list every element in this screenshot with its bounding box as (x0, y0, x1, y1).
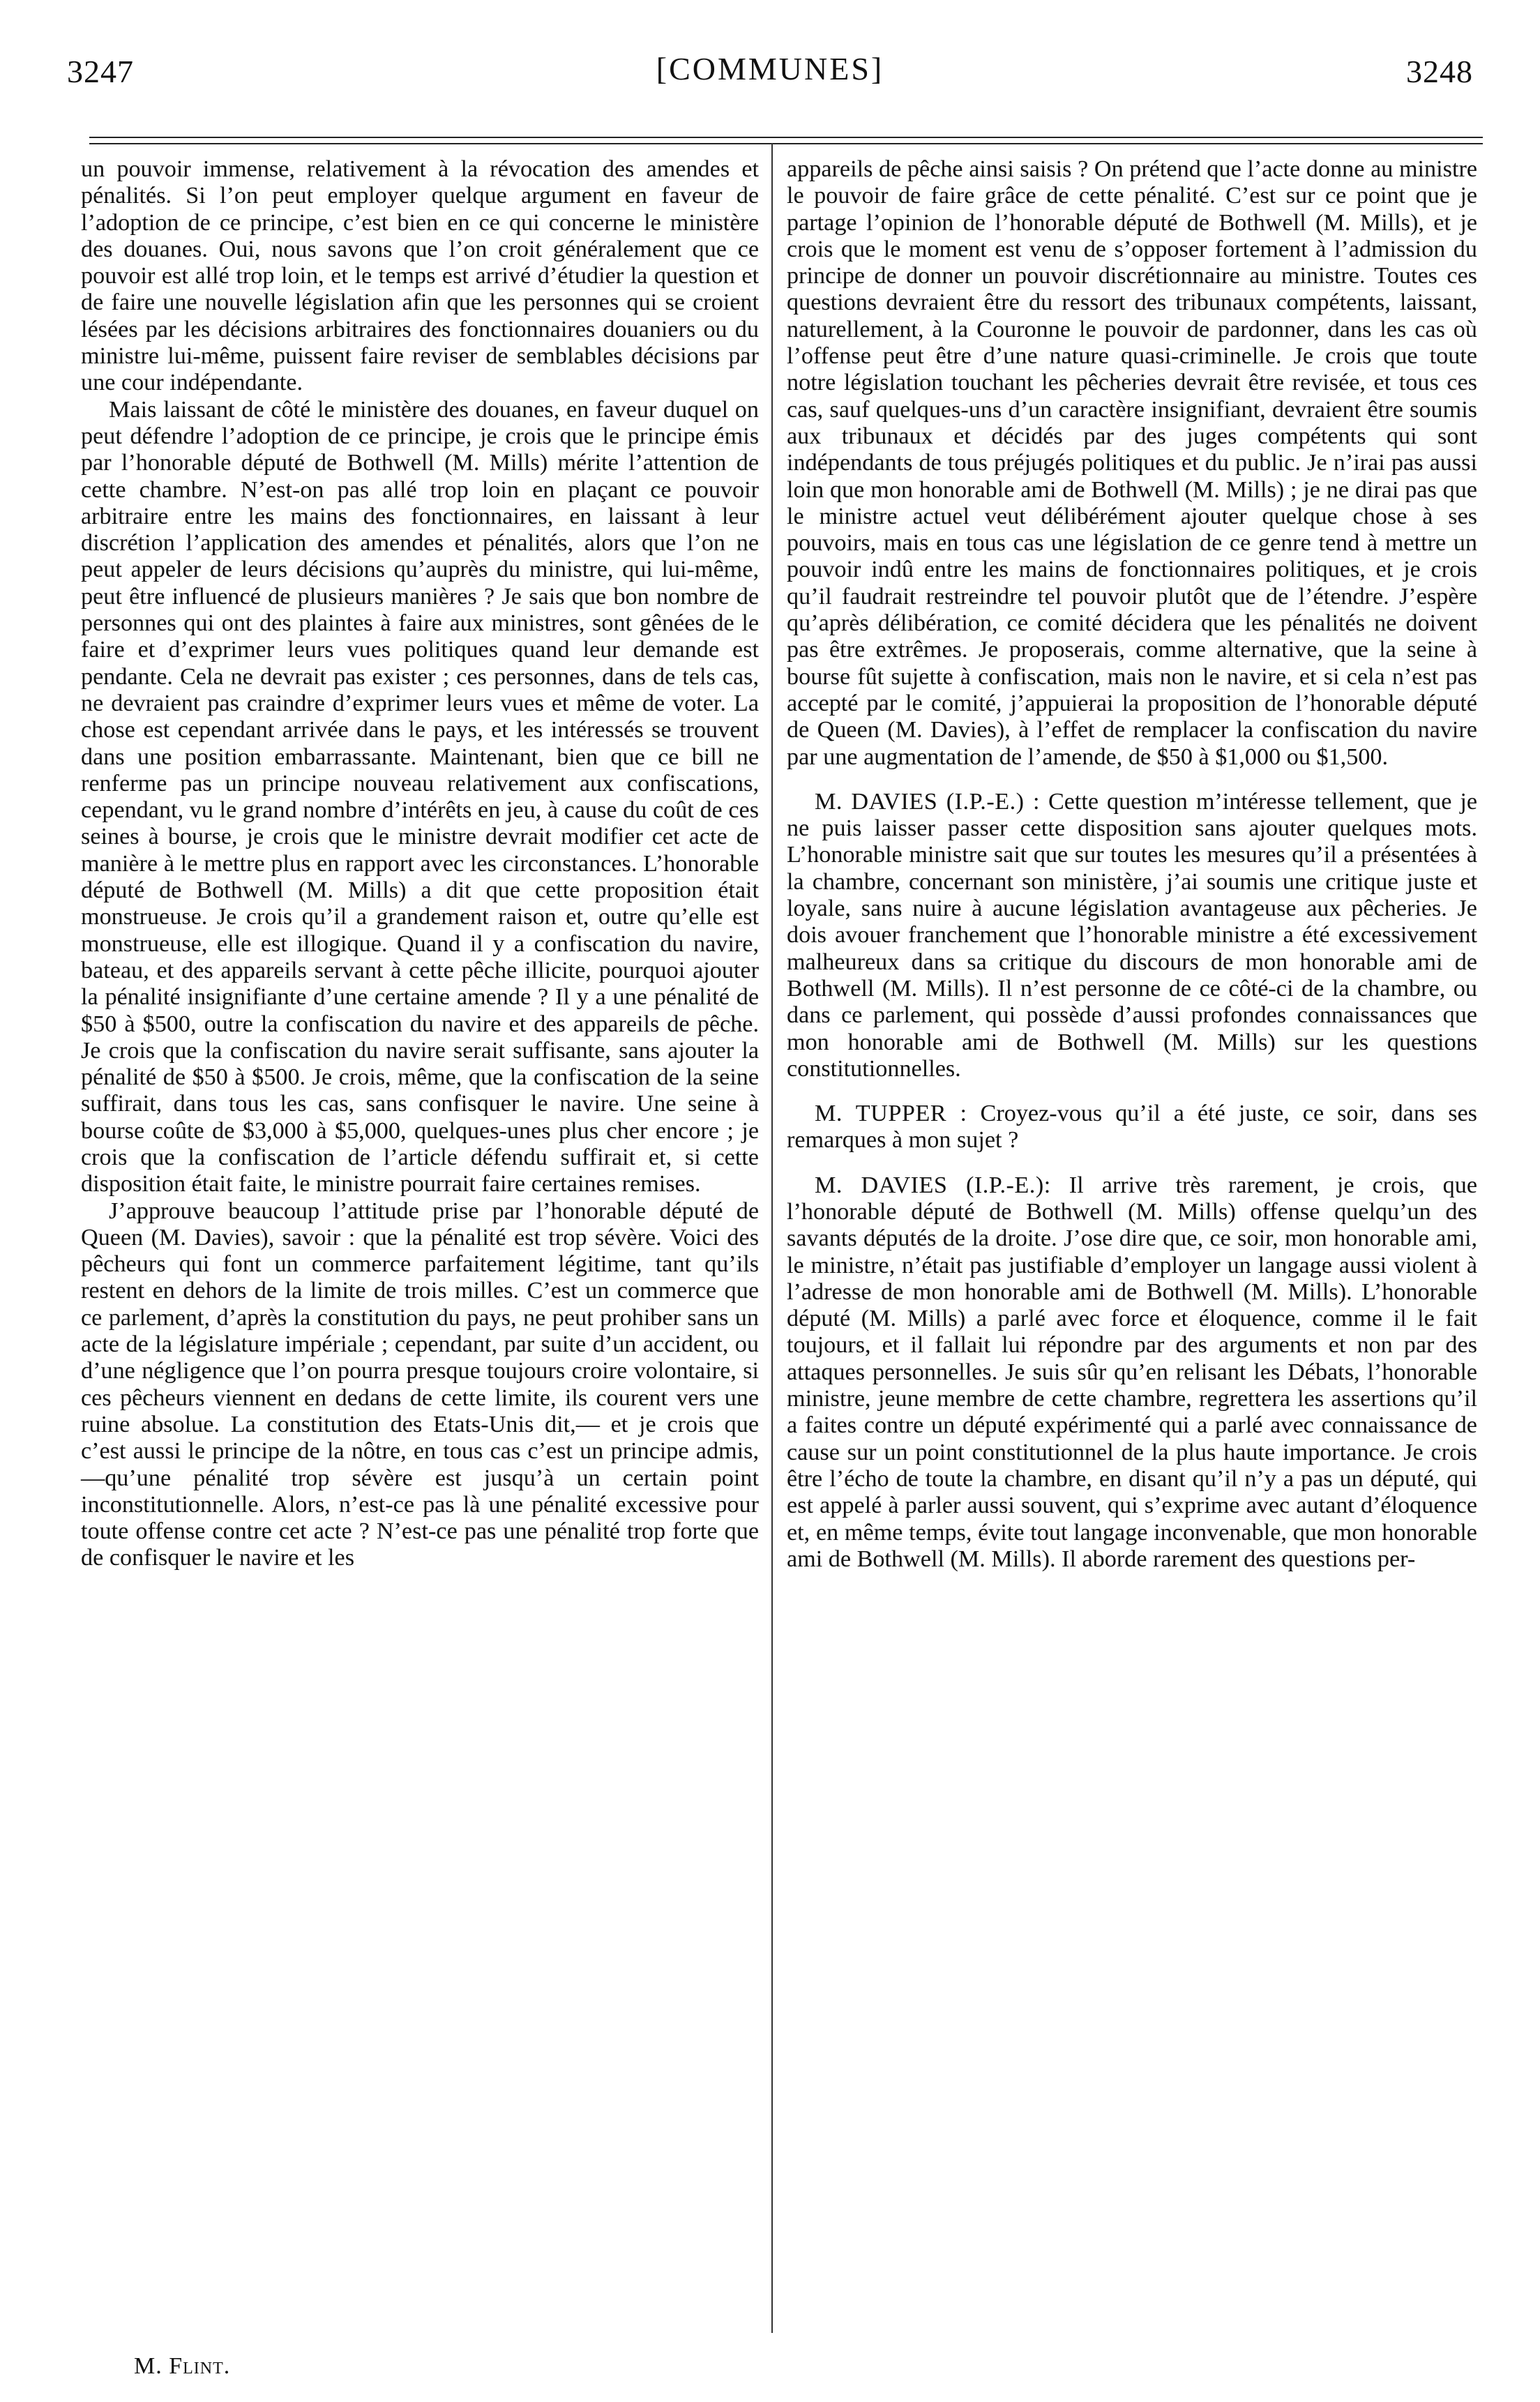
speaker-name: M. DAVIES (I.P.-E.): (815, 1172, 1051, 1198)
speech (787, 1172, 1477, 1573)
speaker-name: M. TUPPER : (815, 1101, 967, 1127)
speech (787, 1101, 1477, 1154)
page-number-left: 3247 (67, 54, 134, 89)
speech (787, 789, 1477, 1082)
speaker-name: M. DAVIES (I.P.-E.) : (815, 788, 1040, 815)
footer-signature: M. Flint. (134, 2353, 231, 2379)
paragraph: appareils de pêche ainsi saisis ? On prétend que l’acte donne au ministre le pouvoir de faire grâce de cette pénalité. C’est sur ce point que je partage l’opinion de l’honorable député de Bothwell (M. Mills), et je crois que le moment est venu de s’opposer fortement à l’admission du principe de donner un pouvoir discrétionnaire au ministre. Toutes ces questions devraient être du ressort des tribunaux compétents, laissant, naturellement, à la Couronne le pouvoir de pardonner, dans les cas où l’offense peut être d’une nature quasi-criminelle. Je crois que toute notre législation touchant les pêcheries devrait être revisée, et tous ces cas, sauf quelques-uns d’un caractère insignifiant, devraient être soumis aux tribunaux et décidés par des juges compétents qui sont indépendants de tous préjugés politiques et du public. Je n’irai pas aussi loin que mon honorable ami de Bothwell (M. Mills) ; je ne dirai pas que le ministre actuel veut délibérément ajouter quelque chose à ses pouvoirs, mais en tous cas une législation de ce genre tend à mettre un pouvoir indû entre les mains de fonctionnaires politiques, et je crois qu’il faudrait restreindre tel pouvoir plutôt que de l’étendre. J’espère qu’après délibération, ce comité décidera que les pénalités ne doivent pas être extrêmes. Je proposerais, comme alternative, que la seine à bourse fût sujette à confiscation, mais non le navire, et si cela n’est pas accepté par le comité, j’appuierai la proposition de l’honorable député de Queen (M. Davies), à l’effet de remplacer la confiscation du navire par une augmentation de l’amende, de $50 à $1,000 ou $1,500. (787, 156, 1477, 770)
running-title: [COMMUNES] (656, 51, 884, 86)
paragraph: Mais laissant de côté le ministère des douanes, en faveur duquel on peut défendre l’adoption de ce principe, je crois que le principe émis par l’honorable député de Bothwell (M. Mills) mérite l’attention de cette chambre. N’est-on pas allé trop loin en plaçant ce pouvoir arbitraire entre les mains des fonctionnaires, en laissant à leur discrétion l’application des amendes et pénalités, alors que l’on ne peut appeler de leurs décisions qu’auprès du ministre, qui lui-même, peut être influencé de plusieurs manières ? Je sais que bon nombre de personnes qui ont des plaintes à faire aux ministres, sont gênées de le faire et d’exprimer leurs vues politiques quand leur demande est pendante. Cela ne devrait pas exister ; ces personnes, dans de tels cas, ne devraient pas craindre d’exprimer leurs vues et même de voter. La chose est cependant arrivée dans le pays, et les intéressés se trouvent dans une position embarrassante. Maintenant, bien que ce bill ne renferme pas un principe nouveau relativement aux confiscations, cependant, vu le grand nombre d’intérêts en jeu, à cause du coût de ces seines à bourse, je crois que le ministre devrait modifier cet acte de manière à le mettre plus en rapport avec les circonstances. L’honorable député de Bothwell (M. Mills) a dit que cette proposition était monstrueuse. Je crois qu’il a grandement raison et, outre qu’elle est monstrueuse, elle est illogique. Quand il y a confiscation du navire, bateau, et des appareils servant à cette pêche illicite, pourquoi ajouter la pénalité insignifiante d’une certaine amende ? Il y a une pénalité de $50 à $500, outre la confiscation du navire et des appareils de pêche. Je crois que la confiscation du navire serait suffisante, sans ajouter la pénalité de $50 à $500. Je crois, même, que la confiscation de la seine suffirait, dans tous les cas, sans confisquer le navire. Une seine à bourse coûte de $3,000 à $5,000, quelques-unes plus cher encore ; je crois que la confiscation de l’article défendu suffirait et, si cette disposition était faite, le ministre pourrait faire certaines remises. (81, 396, 759, 1198)
paragraph: un pouvoir immense, relativement à la révocation des amendes et pénalités. Si l’on peut employer quelque argument en faveur de l’adoption de ce principe, c’est bien en ce qui concerne le ministère des douanes. Oui, nous savons que l’on croit généralement que ce pouvoir est allé trop loin, et le temps est arrivé d’étudier la question et de faire une nouvelle législation afin que les personnes qui se croient lésées par les décisions arbitraires des fonctionnaires douaniers ou du ministre lui-même, puissent faire reviser de semblables décisions par une cour indépendante. (81, 156, 759, 396)
header-rule-bottom (89, 143, 1483, 144)
paragraph: J’approuve beaucoup l’attitude prise par l’honorable député de Queen (M. Davies), savoir : que la pénalité est trop sévère. Voici des pêcheurs qui font un commerce parfaitement légitime, tant qu’ils restent en dehors de la limite de trois milles. C’est un commerce que ce parlement, d’après la constitution du pays, ne peut prohiber sans un acte de la législature impériale ; cependant, par suite d’un accident, ou d’une négligence que l’on pourra presque toujours croire volontaire, si ces pêcheurs viennent en dedans de cette limite, ils courent vers une ruine absolue. La constitution des Etats-Unis dit,— et je crois que c’est aussi le principe de la nôtre, en tous cas c’est un principe admis,—qu’une pénalité trop sévère est jusqu’à un certain point inconstitutionnelle. Alors, n’est-ce pas là une pénalité excessive pour toute offense contre cet acte ? N’est-ce pas une pénalité trop forte que de confisquer le navire et les (81, 1198, 759, 1571)
left-column (81, 156, 759, 1572)
right-column (787, 156, 1477, 1573)
page-number-right: 3248 (1406, 54, 1473, 89)
speech-text: Cette question m’intéresse tellement, que je ne puis laisser passer cette disposition sans ajouter quelques mots. L’honorable ministre sait que sur toutes les mesures qu’il a présentées à la chambre, concernant son ministère, j’ai soumis une critique juste et loyale, sans nuire à aucune législation avantageuse aux pêcheries. Je dois avouer franchement que l’honorable ministre a été excessivement malheureux dans sa critique du discours de mon honorable ami de Bothwell (M. Mills). Il n’est personne de ce côté-ci de la chambre, ou dans ce parlement, qui possède d’aussi profondes connaissances que mon honorable ami de Bothwell (M. Mills) sur les questions constitutionnelles. (787, 788, 1477, 1082)
speech-text: Il arrive très rarement, je crois, que l’honorable député de Bothwell (M. Mills) offense quelqu’un des savants députés de la droite. J’ose dire que, ce soir, mon honorable ami, le ministre, n’était pas justifiable d’employer un langage aussi violent à l’adresse de mon honorable ami de Bothwell (M. Mills). L’honorable député (M. Mills) a parlé avec force et éloquence, comme il le fait toujours, et il fallait lui répondre par des arguments et non par des attaques personnelles. Je suis sûr qu’en relisant les Débats, l’honorable ministre, jeune membre de cette chambre, regrettera les assertions qu’il a faites contre un député expérimenté qui a parlé avec connaissance de cause sur un point constitutionnel de la plus haute importance. Je crois être l’écho de toute la chambre, en disant qu’il n’y a pas un député, qui est appelé à parler aussi souvent, qui s’exprime avec autant d’éloquence et, en même temps, évite tout langage inconvenable, que mon honorable ami de Bothwell (M. Mills). Il aborde rarement des questions per- (787, 1172, 1478, 1572)
column-divider (771, 143, 773, 2333)
speech-text: Croyez-vous qu’il a été juste, ce soir, dans ses remarques à mon sujet ? (787, 1101, 1477, 1154)
header-rule-top (89, 137, 1483, 138)
page-header (67, 40, 1473, 96)
